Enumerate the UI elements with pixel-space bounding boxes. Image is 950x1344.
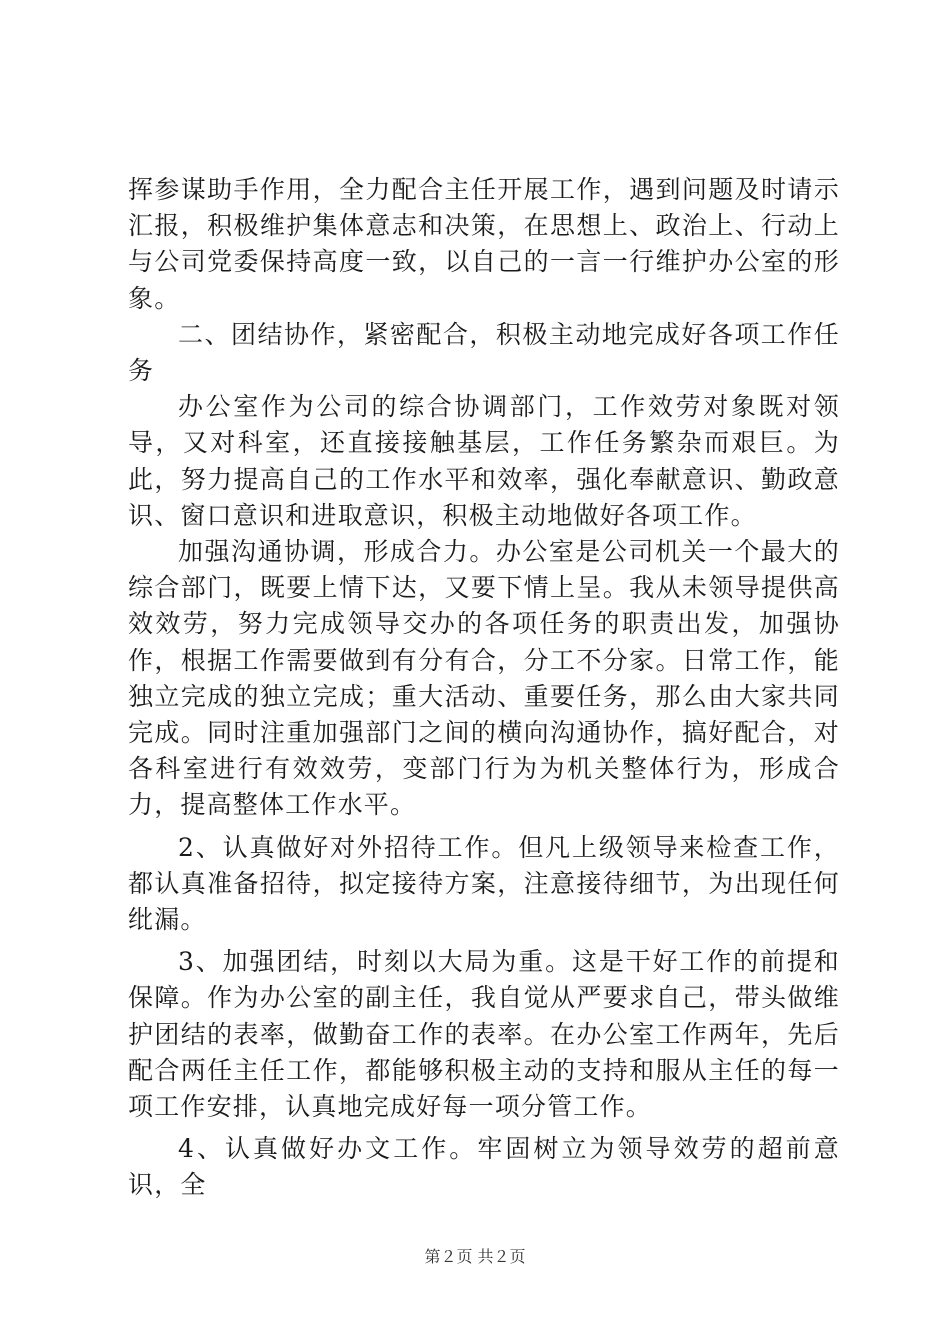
paragraph: 加强沟通协调，形成合力。办公室是公司机关一个最大的综合部门，既要上情下达，又要下情上呈。我从未领导提供高效效劳，努力完成领导交办的各项任务的职责出发，加强协作，根据工作需要做到有分有合，分工不分家。日常工作，能独立完成的独立完成；重大活动、重要任务，那么由大家共同完成。同时注重加强部门之间的横向沟通协作，搞好配合，对各科室进行有效效劳，变部门行为为机关整体行为，形成合力，提高整体工作水平。 [128,537,840,820]
numbered-paragraph: 3、加强团结，时刻以大局为重。这是干好工作的前提和保障。作为办公室的副主任，我自觉从严要求自己，带头做维护团结的表率，做勤奋工作的表率。在办公室工作两年，先后配合两任主任工作，都能够积极主动的支持和服从主任的每一项工作安排，认真地完成好每一项分管工作。 [128,947,840,1122]
section-heading: 二、团结协作，紧密配合，积极主动地完成好各项工作任务 [128,319,840,386]
paragraph: 办公室作为公司的综合协调部门，工作效劳对象既对领导，又对科室，还直接接触基层，工作任务繁杂而艰巨。为此，努力提高自己的工作水平和效率，强化奉献意识、勤政意识、窗口意识和进取意识，积极主动地做好各项工作。 [128,392,840,530]
paragraph-continuation: 挥参谋助手作用，全力配合主任开展工作，遇到问题及时请示汇报，积极维护集体意志和决策，在思想上、政治上、行动上与公司党委保持高度一致，以自己的一言一行维护办公室的形象。 [128,175,840,313]
page-footer: 第２页 共２页 [424,1247,526,1266]
numbered-paragraph: 4、认真做好办文工作。牢固树立为领导效劳的超前意识，全 [128,1134,840,1200]
numbered-paragraph: 2、认真做好对外招待工作。但凡上级领导来检查工作，都认真准备招待，拟定接待方案，注意接待细节，为出现任何纰漏。 [128,832,840,935]
document-body [128,172,840,1204]
